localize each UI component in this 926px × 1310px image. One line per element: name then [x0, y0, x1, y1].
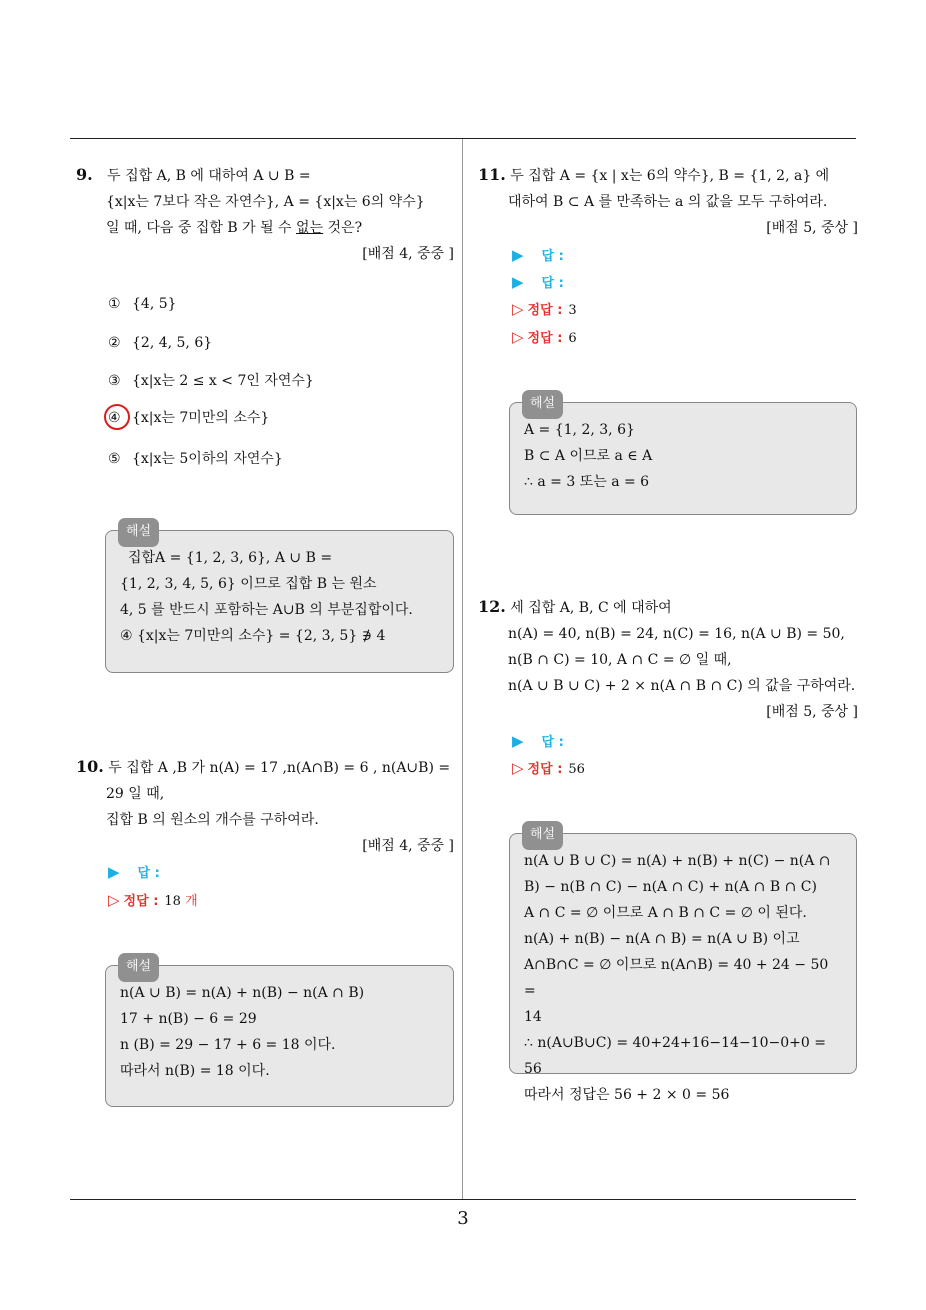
correct-answer-row: ▷ 정답 : 18 개: [108, 891, 198, 909]
explanation-line: 4, 5 를 반드시 포함하는 A∪B 의 부분집합이다.: [120, 602, 413, 618]
outline-triangle-icon: ▷: [512, 328, 524, 346]
question-10: [76, 754, 454, 859]
choice-5[interactable]: ⑤ {x|x는 5이하의 자연수}: [108, 451, 283, 467]
question-9-score: [배점 4, 중중 ]: [362, 246, 454, 262]
question-10-line3: 집합 B 의 원소의 개수를 구하여라.: [106, 812, 319, 828]
explanation-box-9: [105, 524, 454, 673]
explanation-line: A ∩ C = ∅ 이므로 A ∩ B ∩ C = ∅ 이 된다.: [524, 905, 807, 921]
choice-3[interactable]: ③ {x|x는 2 ≤ x < 7인 자연수}: [108, 373, 314, 389]
explanation-line: 14: [524, 1009, 542, 1025]
question-9: [76, 162, 454, 267]
choice-4[interactable]: ④ {x|x는 7미만의 소수}: [108, 410, 270, 426]
explanation-line: 17 + n(B) − 6 = 29: [120, 1011, 257, 1027]
answer-row: ▶ 답 :: [512, 732, 564, 750]
correct-answer-row: ▷ 정답 : 6: [512, 328, 577, 346]
question-9-line3: 일 때, 다음 중 집합 B 가 될 수 없는 것은?: [106, 220, 363, 236]
correct-answer-row: ▷ 정답 : 56: [512, 759, 585, 777]
column-divider: [462, 139, 463, 1199]
explanation-line: 따라서 정답은 56 + 2 × 0 = 56: [524, 1087, 730, 1103]
question-11-line2: 대하여 B ⊂ A 를 만족하는 a 의 값을 모두 구하여라.: [508, 194, 828, 210]
explanation-box-10: [105, 959, 454, 1107]
explanation-line: n(A ∪ B ∪ C) = n(A) + n(B) + n(C) − n(A ∩: [524, 853, 831, 869]
outline-triangle-icon: ▷: [512, 759, 524, 777]
explanation-line: 따라서 n(B) = 18 이다.: [120, 1063, 270, 1079]
bottom-rule: [70, 1199, 856, 1200]
top-rule: [70, 138, 856, 139]
question-number: 9.: [76, 165, 93, 184]
explanation-tag: 해설: [118, 953, 159, 982]
explanation-tag: 해설: [522, 821, 563, 850]
answer-row: ▶ 답 :: [512, 273, 564, 291]
question-9-line2: {x|x는 7보다 작은 자연수}, A = {x|x는 6의 약수}: [106, 194, 425, 210]
question-number: 11.: [478, 165, 506, 184]
page-number: 3: [457, 1208, 469, 1229]
answer-row: ▶ 답 :: [512, 246, 564, 264]
play-triangle-icon: ▶: [512, 732, 524, 750]
question-11: [478, 162, 858, 241]
explanation-line: ∴ a = 3 또는 a = 6: [524, 474, 650, 490]
question-10-line2: 29 일 때,: [106, 786, 165, 802]
answer-row: ▶ 답 :: [108, 863, 160, 881]
explanation-line: A = {1, 2, 3, 6}: [524, 422, 635, 438]
explanation-tag: 해설: [118, 518, 159, 547]
question-number: 12.: [478, 597, 506, 616]
answer-circle-icon: [104, 404, 130, 430]
play-triangle-icon: ▶: [512, 273, 524, 291]
explanation-line: ∴ n(A∪B∪C) = 40+24+16−14−10−0+0 = 56: [524, 1035, 826, 1077]
explanation-line: B) − n(B ∩ C) − n(A ∩ C) + n(A ∩ B ∩ C): [524, 879, 817, 895]
question-12-line4: n(A ∪ B ∪ C) + 2 × n(A ∩ B ∩ C) 의 값을 구하여라.: [508, 678, 856, 694]
explanation-line: n(A) + n(B) − n(A ∩ B) = n(A ∪ B) 이고: [524, 931, 800, 947]
choice-2[interactable]: ② {2, 4, 5, 6}: [108, 335, 213, 351]
explanation-line: n (B) = 29 − 17 + 6 = 18 이다.: [120, 1037, 336, 1053]
play-triangle-icon: ▶: [512, 246, 524, 264]
question-9-line1: 9. 두 집합 A, B 에 대하여 A ∪ B =: [76, 165, 311, 184]
choice-1[interactable]: ① {4, 5}: [108, 296, 177, 312]
explanation-line: A∩B∩C = ∅ 이므로 n(A∩B) = 40 + 24 − 50 =: [524, 957, 829, 999]
correct-answer-row: ▷ 정답 : 3: [512, 300, 577, 318]
explanation-line: 집합A = {1, 2, 3, 6}, A ∪ B =: [128, 550, 333, 566]
question-12-line3: n(B ∩ C) = 10, A ∩ C = ∅ 일 때,: [508, 652, 732, 668]
question-10-line1: 10. 두 집합 A ,B 가 n(A) = 17 ,n(A∩B) = 6 , n(A∪B) =: [76, 757, 451, 776]
question-10-score: [배점 4, 중중 ]: [362, 838, 454, 854]
outline-triangle-icon: ▷: [512, 300, 524, 318]
outline-triangle-icon: ▷: [108, 891, 120, 909]
question-12-score: [배점 5, 중상 ]: [766, 704, 858, 720]
explanation-line: n(A ∪ B) = n(A) + n(B) − n(A ∩ B): [120, 985, 365, 1001]
question-12: [478, 594, 858, 725]
explanation-line: {1, 2, 3, 4, 5, 6} 이므로 집합 B 는 원소: [120, 576, 377, 592]
play-triangle-icon: ▶: [108, 863, 120, 881]
question-12-line1: 12. 세 집합 A, B, C 에 대하여: [478, 597, 672, 616]
explanation-box-12: [509, 827, 857, 1103]
explanation-box-11: [509, 396, 857, 515]
question-number: 10.: [76, 757, 104, 776]
explanation-line: B ⊂ A 이므로 a ∈ A: [524, 448, 653, 464]
explanation-tag: 해설: [522, 390, 563, 419]
question-12-line2: n(A) = 40, n(B) = 24, n(C) = 16, n(A ∪ B) = 50,: [508, 626, 845, 642]
explanation-line: ④ {x|x는 7미만의 소수} = {2, 3, 5} ∌ 4: [120, 628, 386, 644]
question-11-score: [배점 5, 중상 ]: [766, 220, 858, 236]
question-11-line1: 11. 두 집합 A = {x | x는 6의 약수}, B = {1, 2, a} 에: [478, 165, 830, 184]
